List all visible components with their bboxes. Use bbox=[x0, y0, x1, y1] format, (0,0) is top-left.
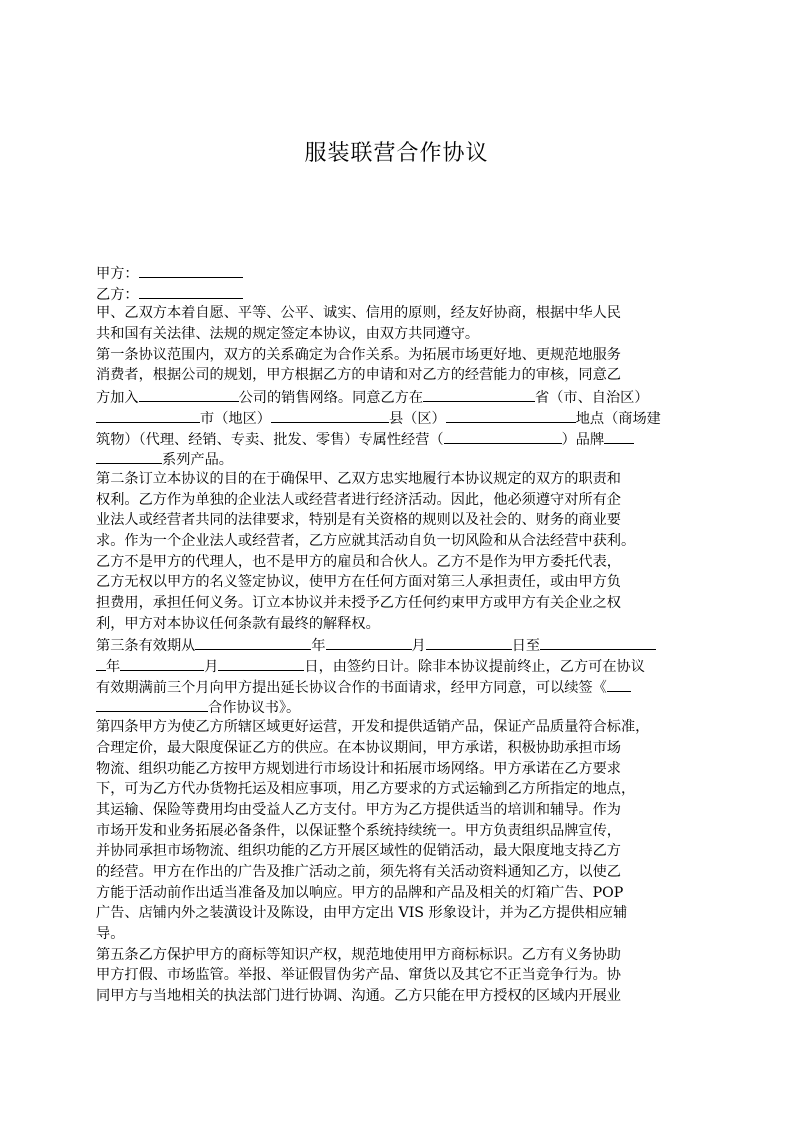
article-1-line: 市（地区） 县（区） 地点（商场建 bbox=[96, 407, 706, 428]
article-5-line: 第五条乙方保护甲方的商标等知识产权，规范地使用甲方商标标识。乙方有义务协助 bbox=[96, 946, 621, 963]
location-blank bbox=[446, 407, 576, 423]
operation-blank bbox=[444, 428, 562, 444]
article-4-line: 合理定价，最大限度保证乙方的供应。在本协议期间，甲方承诺，积极协助承担市场 bbox=[96, 739, 621, 756]
renewal-blank bbox=[607, 676, 631, 692]
article-3-line: 合作协议书》。 bbox=[96, 696, 706, 717]
article-3-line: 有效期满前三个月向甲方提出延长协议合作的书面请求，经甲方同意，可以续签《 bbox=[96, 676, 706, 697]
page-title: 服装联营合作协议 bbox=[304, 141, 489, 166]
party-a-line: 甲方： bbox=[96, 262, 706, 283]
article-2-line: 利，甲方对本协议任何条款有最终的解释权。 bbox=[96, 615, 380, 632]
party-b-line: 乙方： bbox=[96, 283, 706, 304]
article-4-line: 物流、组织功能乙方按甲方规划进行市场设计和拓展市场网络。甲方承诺在乙方要求 bbox=[96, 760, 621, 777]
county-blank bbox=[271, 407, 389, 423]
article-2-line: 担费用，承担任何义务。订立本协议并未授予乙方任何约束甲方或甲方有关企业之权 bbox=[96, 595, 621, 611]
article-1-line: 第一条协议范围内，双方的关系确定为合作关系。为拓展市场更好地、更规范地服务 bbox=[96, 346, 621, 363]
start-month-blank bbox=[326, 634, 412, 650]
article-2-line: 乙方无权以甲方的名义签定协议，使甲方在任何方面对第三人承担责任，或由甲方负 bbox=[96, 574, 621, 591]
article-4-line: 市场开发和业务拓展必备条件，以保证整个系统持续统一。甲方负责组织品牌宣传， bbox=[96, 822, 621, 839]
company-blank bbox=[139, 386, 239, 402]
preamble-line: 甲、乙双方本着自愿、平等、公平、诚实、信用的原则，经友好协商，根据中华人民 bbox=[96, 305, 621, 322]
article-4-line: 导。 bbox=[96, 926, 125, 942]
article-3-line: 第三条有效期从 年 月 日至 bbox=[96, 634, 706, 655]
end-month-blank bbox=[120, 655, 204, 671]
article-4-line: 第四条甲方为使乙方所辖区域更好运营，开发和提供适销产品，保证产品质量符合标准， bbox=[96, 719, 650, 736]
article-1-line: 消费者，根据公司的规划，甲方根据乙方的申请和对乙方的经营能力的审核，同意乙 bbox=[96, 367, 621, 384]
article-2-line: 第二条订立本协议的目的在于确保甲、乙双方忠实地履行本协议规定的双方的职责和 bbox=[96, 470, 621, 487]
series-blank bbox=[96, 448, 162, 464]
end-day-blank bbox=[218, 655, 304, 671]
preamble-line: 共和国有关法律、法规的规定签定本协议，由双方共同遵守。 bbox=[96, 326, 480, 343]
article-2-line: 业法人或经营者共同的法律要求，特别是有关资格的规则以及社会的、财务的商业要 bbox=[96, 512, 621, 529]
article-4-line: 其运输、保险等费用均由受益人乙方支付。甲方为乙方提供适当的培训和辅导。作为 bbox=[96, 801, 621, 818]
article-1-line: 筑物）（代理、经销、专卖、批发、零售）专属性经营（ ）品牌 bbox=[96, 428, 706, 449]
brand-blank bbox=[604, 428, 634, 444]
article-2-line: 求。作为一个企业法人或经营者，乙方应就其活动自负一切风险和从合法经营中获利。 bbox=[96, 532, 636, 549]
article-4-line: 广告、店铺内外之装潢设计及陈设，由甲方定出 VIS 形象设计，并为乙方提供相应辅 bbox=[96, 905, 628, 922]
article-1-line: 方加入 公司的销售网络。同意乙方在 省（市、自治区） bbox=[96, 386, 706, 407]
renewal-blank-cont bbox=[96, 696, 208, 712]
article-4-line: 下，可为乙方代办货物托运及相应事项，用乙方要求的方式运输到乙方所指定的地点， bbox=[96, 781, 636, 798]
end-year-blank bbox=[540, 634, 656, 650]
article-5-line: 同甲方与当地相关的执法部门进行协调、沟通。乙方只能在甲方授权的区域内开展业 bbox=[96, 988, 621, 1005]
start-year-blank bbox=[195, 634, 311, 650]
article-2-line: 乙方不是甲方的代理人，也不是甲方的雇员和合伙人。乙方不是作为甲方委托代表， bbox=[96, 553, 621, 570]
article-3-line: 年 月 日，由签约日计。除非本协议提前终止，乙方可在协议 bbox=[96, 655, 706, 676]
end-year-blank-cont bbox=[96, 655, 106, 671]
party-a-blank bbox=[139, 262, 243, 278]
agreement-body bbox=[96, 262, 706, 1007]
party-b-blank bbox=[139, 283, 243, 299]
article-4-line: 方能于活动前作出适当准备及加以响应。甲方的品牌和产品及相关的灯箱广告、POP bbox=[96, 884, 624, 901]
article-5-line: 甲方打假、市场监管。举报、举证假冒伪劣产品、窜货以及其它不正当竞争行为。协 bbox=[96, 967, 621, 984]
article-2-line: 权利。乙方作为单独的企业法人或经营者进行经济活动。因此，他必须遵守对所有企 bbox=[96, 491, 621, 508]
city-blank bbox=[96, 407, 200, 423]
article-4-line: 并协同承担市场物流、组织功能的乙方开展区域性的促销活动，最大限度地支持乙方 bbox=[96, 843, 621, 860]
start-day-blank bbox=[426, 634, 512, 650]
article-1-line: 系列产品。 bbox=[96, 448, 706, 469]
province-blank bbox=[423, 386, 535, 402]
article-4-line: 的经营。甲方在作出的广告及推广活动之前，须先将有关活动资料通知乙方，以使乙 bbox=[96, 863, 621, 880]
